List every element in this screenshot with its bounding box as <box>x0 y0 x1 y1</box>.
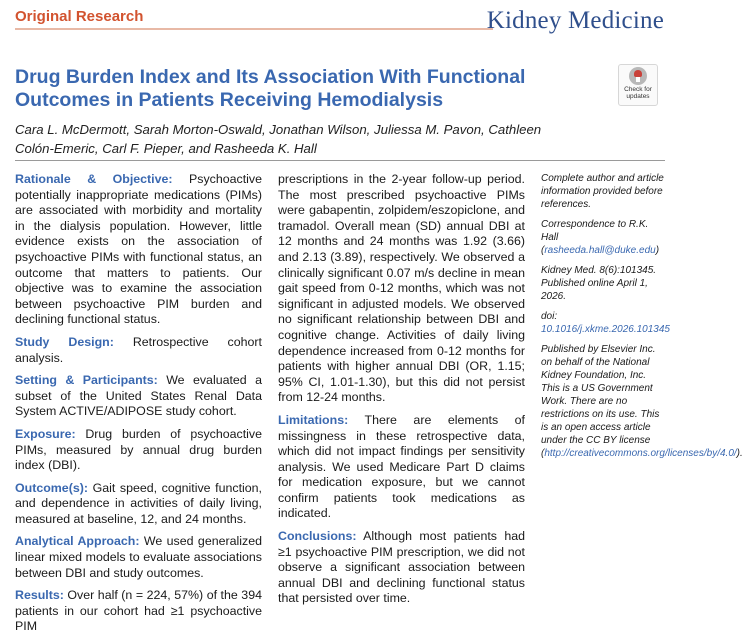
header-rule <box>15 28 493 30</box>
design-text: Retrospective cohort analysis. <box>15 334 262 365</box>
citation: Kidney Med. 8(6):101345. Published online April 1, 2026. <box>541 265 657 302</box>
author-info-note: Complete author and article information provided before references. <box>541 173 664 210</box>
badge-text: Check for updates <box>624 86 652 100</box>
abstract-limitations <box>278 413 525 522</box>
results-text-b: prescriptions in the 2-year follow-up period. The most prescribed psychoactive PIMs were gabapentin, zolpidem/eszopiclone, and tramadol. Overall mean (SD) annual DBI at 12 months and 24 months was 1.92 (3.66) and 2.13 (3.89), respectively. We observed a clinically significant 0.07 m/s decline in mean gait speed from 0-12 months, which was not significant in adjusted models. We observed no significant relationship between DBI and cognitive change. Activities of daily living dependence increased from 0-12 months for patients with higher annual DBI (OR, 1.15; 95% CI, 1.01-1.30), but this did not persist from 12-24 months. <box>278 172 525 405</box>
abstract-outcomes <box>15 481 262 528</box>
article-info-sidebar <box>541 172 743 467</box>
abstract-results-start <box>15 588 262 635</box>
abstract-rationale <box>15 172 262 328</box>
setting-text: We evaluated a subset of the United States Renal Data System ACTIVE/ADIPOSE study cohort. <box>15 373 262 419</box>
check-for-updates-badge[interactable] <box>618 64 658 106</box>
exposure-label: Exposure: <box>15 426 76 441</box>
article-title: Drug Burden Index and Its Association With Functional Outcomes in Patients Receiving Hemodialysis <box>15 66 526 111</box>
author-list: Cara L. McDermott, Sarah Morton-Oswald, Jonathan Wilson, Juliessa M. Pavon, Cathleen Colón-Emeric, Carl F. Pieper, and Rasheeda K. Hall <box>15 122 542 156</box>
abstract-design <box>15 335 262 366</box>
results-label: Results: <box>15 588 64 603</box>
abstract-conclusions <box>278 529 525 607</box>
publisher-note: Published by Elsevier Inc. on behalf of the National Kidney Foundation, Inc. This is a US Government Work. There are no restrictions on its use. This is an open access article under the CC BY license (http://creativecommons.org/licenses/by/4.0/). <box>541 344 743 459</box>
abstract-results-continued <box>278 172 525 406</box>
limitations-label: Limitations: <box>278 412 349 427</box>
correspondence: Correspondence to R.K. Hall (rasheeda.hall@duke.edu) <box>541 219 660 256</box>
license-link[interactable]: http://creativecommons.org/licenses/by/4.0/ <box>544 448 737 459</box>
doi: doi: 10.1016/j.xkme.2026.101345 <box>541 311 670 335</box>
abstract-column-1 <box>15 172 262 642</box>
outcomes-label: Outcome(s): <box>15 480 88 495</box>
design-label: Study Design: <box>15 334 114 349</box>
outcomes-text: Gait speed, cognitive function, and dependence in activities of daily living, measured at baseline, 12, and 24 months. <box>15 480 262 526</box>
setting-label: Setting & Participants: <box>15 373 158 388</box>
abstract-approach <box>15 534 262 581</box>
section-label: Original Research <box>15 8 144 25</box>
rationale-text: Psychoactive potentially inappropriate medications (PIMs) are associated with morbidity and mortality in the dialysis population. However, little evidence exists on the association of psychoactive PIMs with functional status, an outcome that matters to patients. Our objective was to examine the association between psychoactive PIM burden and declining functional status. <box>15 172 262 327</box>
conclusions-text: Although most patients had ≥1 psychoactive PIM prescription, we did not observe a significant association between annual DBI and declining functional status that persisted over time. <box>278 529 525 606</box>
rationale-label: Rationale & Objective: <box>15 172 173 186</box>
doi-link[interactable]: 10.1016/j.xkme.2026.101345 <box>541 324 670 335</box>
correspondence-email-link[interactable]: rasheeda.hall@duke.edu <box>544 245 656 256</box>
abstract-exposure <box>15 427 262 474</box>
approach-text: We used generalized linear mixed models to evaluate associations between DBI and study outcomes. <box>15 534 262 580</box>
conclusions-label: Conclusions: <box>278 529 357 544</box>
limitations-text: There are elements of missingness in these retrospective data, which did not impact findings per sensitivity analysis. We used Medicare Part D claims for medication exposure, but we cannot confirm patients took medications as indicated. <box>278 412 526 521</box>
bookmark-icon <box>629 67 647 85</box>
abstract-setting <box>15 373 262 420</box>
divider <box>15 160 665 161</box>
results-text-a: Over half (n = 224, 57%) of the 394 patients in our cohort had ≥1 psychoactive PIM <box>15 588 262 634</box>
abstract-column-2 <box>278 172 525 614</box>
exposure-text: Drug burden of psychoactive PIMs, measured by annual drug burden index (DBI). <box>15 426 262 473</box>
approach-label: Analytical Approach: <box>15 534 140 549</box>
journal-logo[interactable]: Kidney Medicine <box>486 7 664 34</box>
